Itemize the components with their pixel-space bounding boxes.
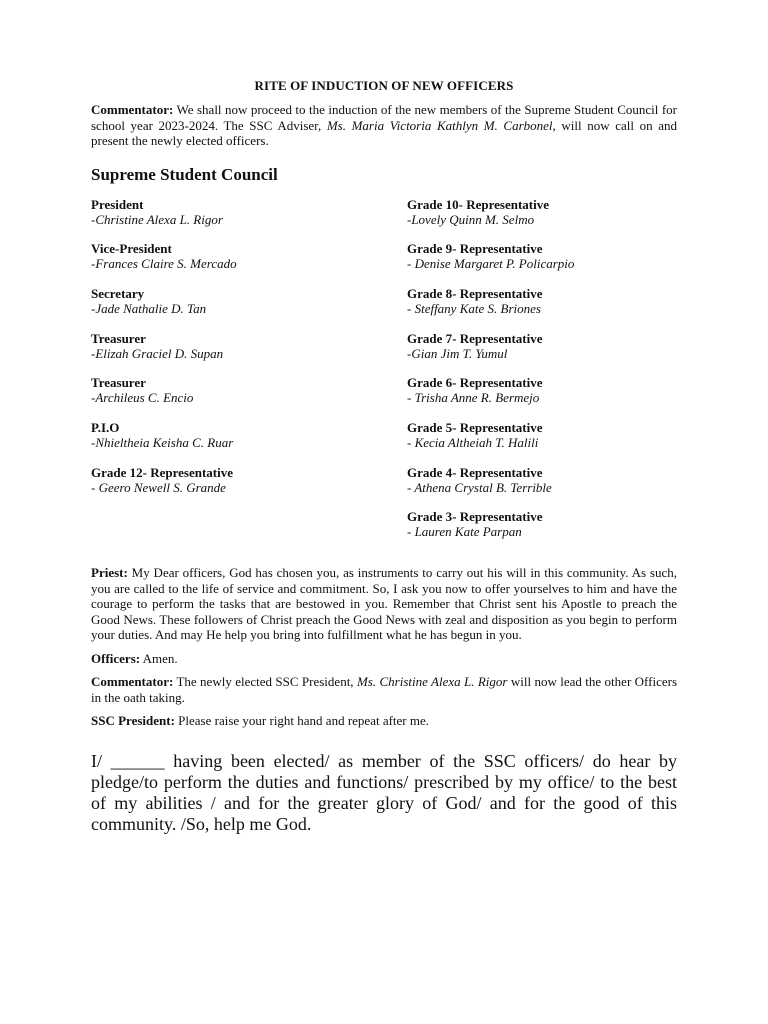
- officer-position: P.I.O: [91, 419, 120, 435]
- officers-reply: [91, 651, 677, 667]
- officer-entry: [407, 331, 677, 376]
- officer-name: - Trisha Anne R. Bermejo: [407, 390, 540, 406]
- officer-name: -Gian Jim T. Yumul: [407, 345, 508, 361]
- officer-position: Grade 8- Representative: [407, 285, 543, 301]
- officer-entry: [407, 375, 677, 420]
- officer-name: - Lauren Kate Parpan: [407, 524, 522, 540]
- officer-position: Grade 4- Representative: [407, 464, 543, 480]
- ssc-president-paragraph: [91, 713, 677, 729]
- officer-name: - Kecia Altheiah T. Halili: [407, 434, 539, 450]
- officer-position: Secretary: [91, 285, 145, 301]
- officer-position: President: [91, 196, 144, 212]
- officer-position: Grade 10- Representative: [407, 196, 550, 212]
- officer-name: - Geero Newell S. Grande: [91, 479, 226, 495]
- officer-name: -Frances Claire S. Mercado: [91, 256, 237, 272]
- oath-pledge: I/ ______ having been elected/ as member of the SSC officers/ do hear by pledge/to perform the duties and functions/ prescribed by my office/ to the best of my abilities / and for the greater glory of God/ and for the good of this community. /So, help me God.: [91, 750, 677, 834]
- officer-name: -Lovely Quinn M. Selmo: [407, 211, 535, 227]
- priest-paragraph: [91, 565, 677, 643]
- officer-position: Vice-President: [91, 241, 172, 257]
- officer-name: - Denise Margaret P. Policarpio: [407, 256, 575, 272]
- council-heading: Supreme Student Council: [91, 164, 278, 184]
- officer-position: Treasurer: [91, 330, 146, 346]
- officer-position: Grade 3- Representative: [407, 509, 543, 525]
- officer-entry: [407, 420, 677, 465]
- officer-position: Treasurer: [91, 375, 146, 391]
- document-title: RITE OF INDUCTION OF NEW OFFICERS: [254, 78, 514, 93]
- officer-entry: [91, 286, 407, 331]
- document-page: [91, 78, 677, 835]
- commentator-paragraph: [91, 674, 677, 705]
- officer-name: -Nhieltheia Keisha C. Ruar: [91, 434, 234, 450]
- officer-name: - Steffany Kate S. Briones: [407, 300, 541, 316]
- ceremony-body: [91, 565, 677, 729]
- officers-reply-text: Amen.: [140, 650, 178, 666]
- officers-list: [91, 197, 677, 555]
- officer-entry: [91, 241, 407, 286]
- officers-right-column: [407, 197, 677, 555]
- officer-name: -Archileus C. Encio: [91, 390, 194, 406]
- officer-position: Grade 9- Representative: [407, 241, 543, 257]
- officer-position: Grade 5- Representative: [407, 419, 543, 435]
- officer-entry: [407, 197, 677, 242]
- speaker-label: Commentator:: [91, 674, 174, 689]
- officer-entry: [407, 241, 677, 286]
- intro-text-end: , will now call on and present the newly elected officers.: [91, 117, 677, 148]
- president-name: Ms. Christine Alexa L. Rigor: [356, 674, 508, 689]
- officer-entry: [91, 197, 407, 242]
- speaker-label: Priest:: [91, 565, 128, 580]
- ssc-president-text: Please raise your right hand and repeat after me.: [174, 713, 430, 728]
- officer-entry: [407, 286, 677, 331]
- intro-paragraph: [91, 102, 677, 149]
- speaker-label: Officers:: [91, 650, 141, 666]
- commentator-text: The newly elected SSC President,: [173, 674, 357, 689]
- officer-entry: [407, 509, 677, 554]
- officers-left-column: [91, 197, 407, 555]
- officer-name: -Elizah Graciel D. Supan: [91, 345, 224, 361]
- commentator-text-end: will now lead the other Officers in the oath taking.: [91, 674, 678, 705]
- officer-entry: [91, 331, 407, 376]
- officer-position: Grade 7- Representative: [407, 330, 543, 346]
- intro-text: We shall now proceed to the induction of the new members of the Supreme Student Council for school year 2023-2024. The SSC Adviser,: [91, 102, 677, 133]
- officer-entry: [91, 375, 407, 420]
- officer-entry: [91, 420, 407, 465]
- priest-text: My Dear officers, God has chosen you, as instruments to carry out his will in this community. As such, you are called to the life of service and commitment. So, I ask you now to offer yourselves to him and have the courage to perform the tasks that are bestowed in you. Remember that Christ sent his Apostle to preach the Good News. These followers of Christ preach the Good News with zeal and disposition as you begin to perform your duties. And may He help you bring into fulfillment what he has begun in you.: [91, 565, 677, 642]
- officer-entry: [407, 465, 677, 510]
- officer-entry: [91, 465, 407, 510]
- officer-name: - Athena Crystal B. Terrible: [407, 479, 552, 495]
- adviser-name: Ms. Maria Victoria Kathlyn M. Carbonel: [326, 117, 553, 133]
- officer-position: Grade 12- Representative: [91, 464, 234, 480]
- speaker-label: Commentator:: [91, 102, 174, 117]
- speaker-label: SSC President:: [91, 713, 175, 728]
- officer-position: Grade 6- Representative: [407, 375, 543, 391]
- officer-name: -Christine Alexa L. Rigor: [91, 211, 223, 227]
- officer-name: -Jade Nathalie D. Tan: [91, 300, 207, 316]
